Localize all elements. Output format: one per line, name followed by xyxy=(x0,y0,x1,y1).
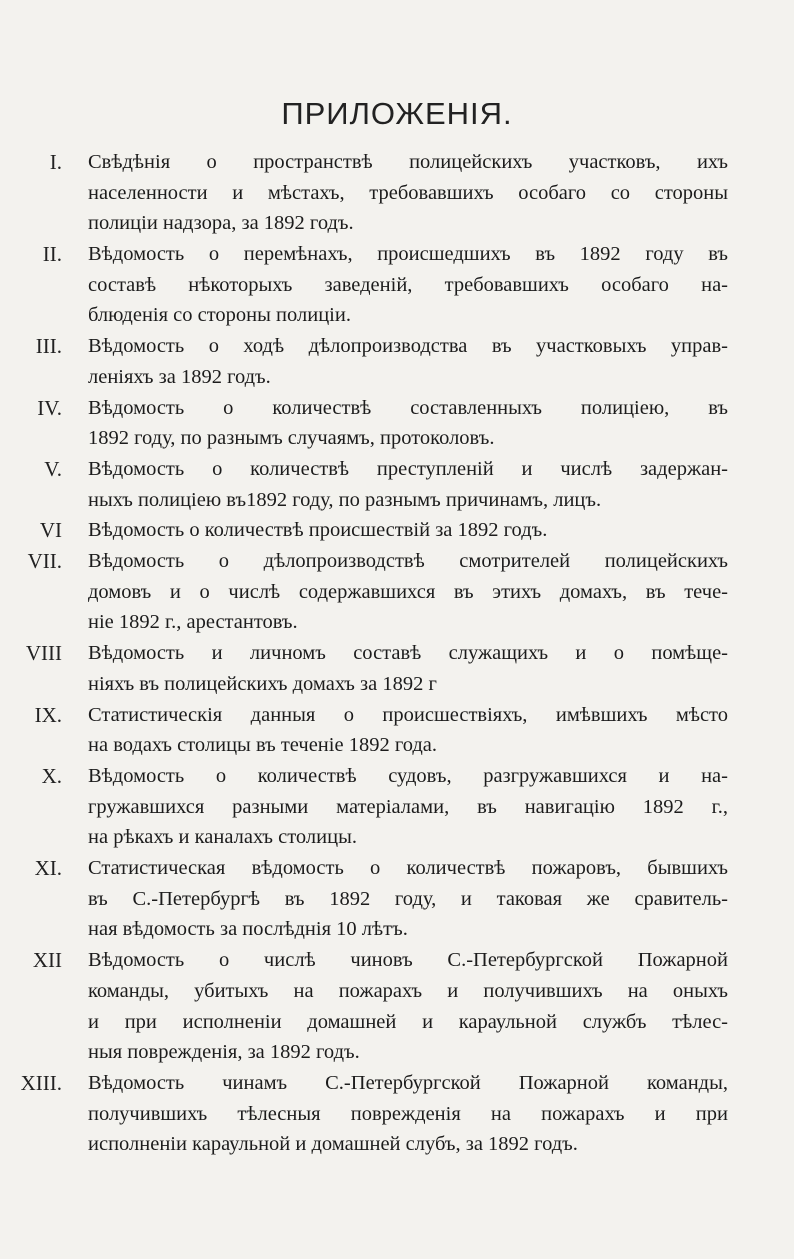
entry-line: Вѣдомость о дѣлопроизводствѣ смотрителей полицейскихъ xyxy=(88,550,728,573)
entry-number: I. xyxy=(49,150,62,174)
entry-line: ніе 1892 г., арестантовъ. xyxy=(88,611,298,634)
entry-text xyxy=(88,945,728,1068)
entry-line: Статистическая вѣдомость о количествѣ пожаровъ, бывшихъ xyxy=(88,857,728,880)
entry-line: гружавшихся разными матеріалами, въ навигацію 1892 г., xyxy=(88,795,728,818)
entry-number: VII. xyxy=(27,549,62,574)
entry-line: домовъ и о числѣ содержавшихся въ этихъ домахъ, въ тече- xyxy=(88,580,728,603)
entry-text xyxy=(88,700,728,761)
entry-line: ная вѣдомость за послѣднія 10 лѣтъ. xyxy=(88,918,408,941)
entry-number: III. xyxy=(35,334,62,359)
entry-text xyxy=(88,638,728,699)
entry-text xyxy=(88,853,728,945)
entry-line: ныхъ полиціею въ1892 году, по разнымъ причинамъ, лицъ. xyxy=(88,488,602,511)
entry-line: населенности и мѣстахъ, требовавшихъ особаго со стороны xyxy=(88,181,728,204)
entry-number: XIII. xyxy=(20,1071,62,1095)
entry-line: и при исполненіи домашней и караульной службъ тѣлес- xyxy=(88,1010,728,1033)
entry-line: 1892 году, по разнымъ случаямъ, протоколовъ. xyxy=(88,427,495,450)
entry-line: Вѣдомость о числѣ чиновъ С.-Петербургской Пожарной xyxy=(88,949,728,972)
entry-number: VIII xyxy=(25,641,62,666)
entry-line: получившихъ тѣлесныя поврежденія на пожарахъ и при xyxy=(88,1102,728,1125)
entry-line: Вѣдомость и личномъ составѣ служащихъ и о помѣще- xyxy=(88,642,728,665)
entry-number: V. xyxy=(44,457,62,481)
entry-line: исполненіи караульной и домашней слубъ, за 1892 годъ. xyxy=(88,1133,578,1156)
entry-line: блюденія со стороны полиціи. xyxy=(88,304,351,327)
entry-line: въ С.-Петербургѣ въ 1892 году, и таковая же сравитель- xyxy=(88,887,728,910)
entry-line: Вѣдомость о количествѣ составленныхъ полиціею, въ xyxy=(88,396,728,419)
entry-number: XII xyxy=(32,948,62,973)
entry-line: команды, убитыхъ на пожарахъ и получившихъ на оныхъ xyxy=(88,979,728,1002)
entry-line: Вѣдомость о количествѣ преступленій и числѣ задержан- xyxy=(88,458,728,480)
entry-line: Вѣдомость чинамъ С.-Петербургской Пожарной команды, xyxy=(88,1072,728,1094)
entry-line: ніяхъ въ полицейскихъ домахъ за 1892 г xyxy=(88,672,437,695)
entry-number: II. xyxy=(42,242,62,267)
entry-line: на рѣкахъ и каналахъ столицы. xyxy=(88,826,357,849)
entry-line: Статистическія данныя о происшествіяхъ, имѣвшихъ мѣсто xyxy=(88,703,728,726)
entry-line: Вѣдомость о ходѣ дѣлопроизводства въ участковыхъ управ- xyxy=(88,335,728,358)
entry-line: на водахъ столицы въ теченіе 1892 года. xyxy=(88,734,438,757)
entry-number: VI xyxy=(39,518,62,543)
entry-line: Свѣдѣнія о пространствѣ полицейскихъ участковъ, ихъ xyxy=(88,151,728,173)
entry-line: Вѣдомость о количествѣ происшествій за 1892 годъ. xyxy=(88,519,548,542)
entry-text xyxy=(88,239,728,331)
entry-line: полиціи надзора, за 1892 годъ. xyxy=(88,212,354,235)
entry-number: IV. xyxy=(37,395,62,420)
entry-line: ныя поврежденія, за 1892 годъ. xyxy=(88,1041,360,1064)
entry-text xyxy=(88,331,728,392)
entry-text xyxy=(88,546,728,638)
entry-line: Вѣдомость о перемѣнахъ, происшедшихъ въ 1892 году въ xyxy=(88,243,728,266)
entry-text xyxy=(88,515,728,546)
entry-number: X. xyxy=(41,764,62,788)
entry-text xyxy=(88,393,728,454)
entry-number: XI. xyxy=(34,856,62,881)
entry-line: составѣ нѣкоторыхъ заведеній, требовавшихъ особаго на- xyxy=(88,273,728,296)
entry-text xyxy=(88,1068,728,1160)
entry-text xyxy=(88,147,728,239)
entry-line: леніяхъ за 1892 годъ. xyxy=(88,365,271,388)
entry-text xyxy=(88,454,728,515)
entry-number: IX. xyxy=(34,702,62,727)
entry-line: Вѣдомость о количествѣ судовъ, разгружавшихся и на- xyxy=(88,765,728,787)
page-title: ПРИЛОЖЕНІЯ. xyxy=(281,96,513,131)
entry-text xyxy=(88,761,728,853)
